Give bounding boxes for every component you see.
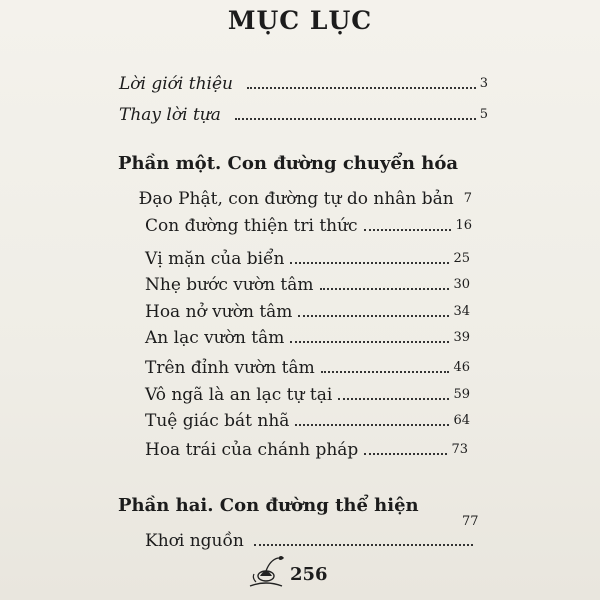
entry-label: Vô ngã là an lạc tự tại <box>145 385 333 405</box>
entry-label: Hoa nở vườn tâm <box>145 302 293 322</box>
toc-entry[interactable] <box>0 381 600 405</box>
toc-entry[interactable] <box>0 407 600 431</box>
entry-label: Nhẹ bước vườn tâm <box>145 275 314 295</box>
entry-page: 46 <box>453 360 470 375</box>
toc-entry[interactable] <box>0 212 600 236</box>
dot-leader <box>320 288 450 290</box>
entry-label: Đạo Phật, con đường tự do nhân bản <box>138 189 454 209</box>
dot-leader <box>295 424 449 426</box>
toc-entry[interactable] <box>0 185 600 209</box>
toc-entry-intro[interactable] <box>0 70 600 94</box>
entry-label: Tuệ giác bát nhã <box>145 411 290 431</box>
dot-leader <box>235 118 476 120</box>
dot-leader <box>364 229 452 231</box>
page-number: 256 <box>290 564 328 585</box>
entry-label: An lạc vườn tâm <box>145 328 285 348</box>
entry-label: Trên đỉnh vườn tâm <box>145 358 315 378</box>
dot-leader <box>247 87 476 89</box>
toc-entry[interactable] <box>0 245 600 269</box>
entry-page: 16 <box>455 218 472 233</box>
entry-page: 25 <box>453 251 470 266</box>
entry-page: 3 <box>479 76 488 91</box>
entry-page: 77 <box>462 514 479 529</box>
toc-entry[interactable] <box>0 298 600 322</box>
section-heading-part1: Phần một. Con đường chuyển hóa <box>118 153 458 174</box>
dot-leader <box>321 371 450 373</box>
entry-page: 64 <box>453 413 470 428</box>
entry-page: 59 <box>453 387 470 402</box>
toc-entry[interactable] <box>0 271 600 295</box>
flower-ornament-icon <box>246 552 286 590</box>
toc-entry[interactable] <box>0 354 600 378</box>
section-heading-part2: Phần hai. Con đường thể hiện <box>118 495 419 516</box>
dot-leader <box>290 262 449 264</box>
entry-page: 7 <box>463 191 472 206</box>
dot-leader <box>364 453 447 455</box>
page-title: MỤC LỤC <box>227 6 373 35</box>
toc-entry[interactable] <box>0 324 600 348</box>
entry-page: 5 <box>479 107 488 122</box>
entry-label: Vị mặn của biển <box>145 249 285 269</box>
page-footer <box>0 552 600 592</box>
entry-label: Con đường thiện tri thức <box>145 216 358 236</box>
toc-entry-preface[interactable] <box>0 101 600 125</box>
entry-label: Thay lời tựa <box>119 105 221 125</box>
entry-label: Khơi nguồn <box>145 531 244 551</box>
entry-page: 30 <box>453 277 470 292</box>
entry-page: 73 <box>451 442 468 457</box>
dot-leader <box>338 398 449 400</box>
toc-entry[interactable] <box>0 527 600 551</box>
entry-label: Hoa trái của chánh pháp <box>145 440 359 460</box>
toc-entry[interactable] <box>0 436 600 460</box>
entry-label: Lời giới thiệu <box>119 74 233 94</box>
dot-leader <box>290 341 449 343</box>
entry-page: 39 <box>453 330 470 345</box>
dot-leader <box>298 315 449 317</box>
dot-leader <box>254 544 473 546</box>
entry-page: 34 <box>453 304 470 319</box>
